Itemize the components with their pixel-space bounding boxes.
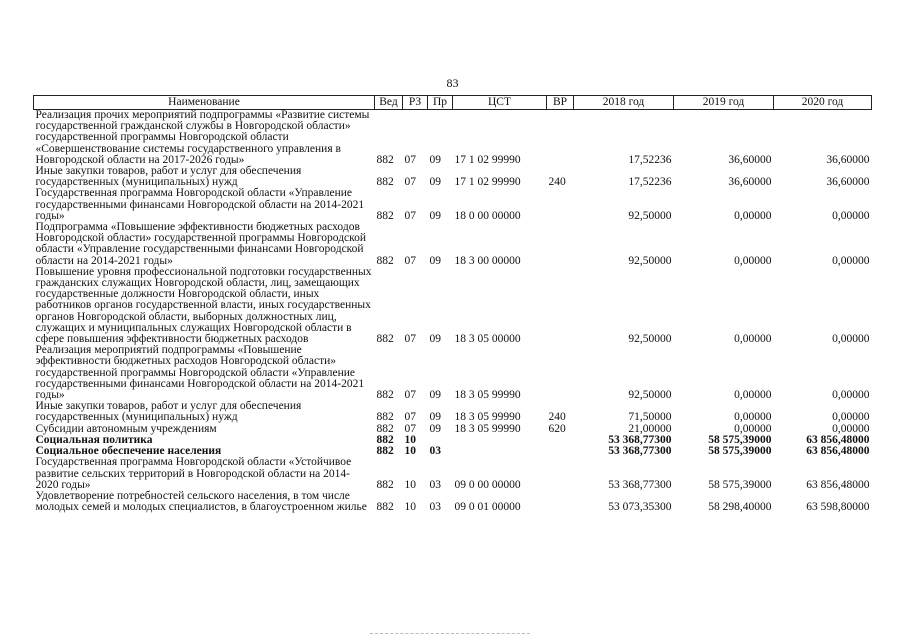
cell-vr: 240 <box>548 176 566 189</box>
cell-rz: 10 <box>404 501 416 514</box>
footer-mark <box>370 633 530 636</box>
cell-pr: 09 <box>429 209 441 222</box>
cell-y2019: 0,00000 <box>734 411 772 424</box>
cell-rz: 07 <box>404 176 416 189</box>
cell-rz: 07 <box>404 209 416 222</box>
cell-y2019: 58 575,39000 <box>708 478 772 491</box>
cell-vr: 620 <box>548 422 566 435</box>
cell-y2019: 0,00000 <box>734 333 772 346</box>
cell-vr <box>547 188 574 222</box>
header-ved: Вед <box>375 96 403 110</box>
cell-y2020: 63 598,80000 <box>806 501 870 514</box>
cell-name: Социальная политика <box>35 433 153 446</box>
cell-y2019: 0,00000 <box>734 254 772 267</box>
cell-ved: 882 <box>376 422 394 435</box>
cell-y2018: 92,50000 <box>628 254 672 267</box>
cell-y2019: 36,60000 <box>728 153 772 166</box>
cell-name: Повышение уровня профессиональной подготовки государственных гражданских служащих Новгородской области, лиц, замещающих государственные должности Новгородской области, иных работников органов государственной власти, иных государственных органов Новгородской области, выборных должностных лиц, служащих и муниципальных служащих Новгородской области в сфере повышения эффективности бюджетных расходов <box>35 265 372 346</box>
cell-cst: 18 3 05 99990 <box>454 389 521 402</box>
table-row <box>34 188 872 222</box>
table-row <box>34 166 872 188</box>
cell-cst <box>453 446 547 457</box>
cell-y2018: 53 368,77300 <box>608 445 672 458</box>
cell-name: Иные закупки товаров, работ и услуг для обеспечения государственных (муниципальных) нужд <box>35 165 302 189</box>
cell-vr <box>547 345 574 401</box>
cell-rz: 07 <box>404 254 416 267</box>
cell-pr: 09 <box>429 176 441 189</box>
table-row <box>34 222 872 267</box>
cell-vr <box>547 267 574 345</box>
table-row <box>34 267 872 345</box>
cell-name: Подпрограмма «Повышение эффективности бюджетных расходов Новгородской области» государственной программы Новгородской области «Управление государственными финансами Новгородской области на 2014-2021 годы» <box>35 221 367 267</box>
cell-y2020: 0,00000 <box>832 333 870 346</box>
header-rz: РЗ <box>403 96 428 110</box>
header-vr: ВР <box>547 96 574 110</box>
cell-vr <box>547 446 574 457</box>
cell-y2018: 71,50000 <box>628 411 672 424</box>
cell-cst: 18 3 05 99990 <box>454 411 521 424</box>
cell-pr: 09 <box>429 333 441 346</box>
header-2018: 2018 год <box>574 96 674 110</box>
table-row <box>34 110 872 167</box>
cell-pr: 03 <box>429 445 441 458</box>
cell-pr: 03 <box>429 478 441 491</box>
cell-ved: 882 <box>376 254 394 267</box>
cell-pr: 09 <box>429 254 441 267</box>
cell-y2020: 0,00000 <box>832 422 870 435</box>
header-2019: 2019 год <box>674 96 774 110</box>
cell-y2020: 63 856,48000 <box>806 445 870 458</box>
cell-y2018: 53 368,77300 <box>608 478 672 491</box>
cell-name: Удовлетворение потребностей сельского населения, в том числе молодых семей и молодых специалистов, в благоустроенном жилье <box>35 489 367 514</box>
cell-vr <box>547 457 574 491</box>
cell-y2018: 92,50000 <box>628 389 672 402</box>
header-2020: 2020 год <box>774 96 872 110</box>
cell-y2019: 58 575,39000 <box>708 445 772 458</box>
cell-y2019: 0,00000 <box>734 422 772 435</box>
cell-y2020: 36,60000 <box>826 153 870 166</box>
cell-ved: 882 <box>376 389 394 402</box>
cell-y2018: 92,50000 <box>628 209 672 222</box>
table-header-row <box>34 96 872 110</box>
cell-y2019: 58 298,40000 <box>708 501 772 514</box>
cell-rz: 10 <box>404 433 416 446</box>
cell-ved: 882 <box>376 153 394 166</box>
cell-ved: 882 <box>376 209 394 222</box>
cell-name: Государственная программа Новгородской области «Управление государственными финансами Новгородской области на 2014-2021 годы» <box>35 187 365 222</box>
cell-y2019: 0,00000 <box>734 389 772 402</box>
header-cst: ЦСТ <box>453 96 547 110</box>
page-number: 83 <box>446 76 459 90</box>
cell-cst: 17 1 02 99990 <box>454 153 521 166</box>
cell-name: Субсидии автономным учреждениям <box>35 422 217 435</box>
cell-vr: 240 <box>548 411 566 424</box>
header-pr: Пр <box>428 96 453 110</box>
cell-name: Реализация прочих мероприятий подпрограммы «Развитие системы государственной гражданской службы в Новгородской области» государственной программы Новгородской области «Совершенствование системы государственного управления в Новгородской области на 2017-2026 годы» <box>35 109 370 166</box>
cell-y2020: 63 856,48000 <box>806 478 870 491</box>
cell-y2020: 0,00000 <box>832 389 870 402</box>
cell-y2019: 0,00000 <box>734 209 772 222</box>
cell-y2020: 36,60000 <box>826 176 870 189</box>
cell-rz: 07 <box>404 333 416 346</box>
cell-ved: 882 <box>376 478 394 491</box>
cell-name: Социальное обеспечение населения <box>35 445 222 458</box>
cell-pr: 09 <box>429 153 441 166</box>
cell-y2020: 0,00000 <box>832 411 870 424</box>
cell-y2020: 63 856,48000 <box>806 433 870 446</box>
cell-cst: 18 3 05 00000 <box>454 333 521 346</box>
cell-cst: 17 1 02 99990 <box>454 176 521 189</box>
cell-y2019: 36,60000 <box>728 176 772 189</box>
cell-rz: 07 <box>404 389 416 402</box>
cell-y2018: 92,50000 <box>628 333 672 346</box>
cell-name: Иные закупки товаров, работ и услуг для обеспечения государственных (муниципальных) нужд <box>35 400 302 424</box>
cell-vr <box>547 222 574 267</box>
table-row <box>34 491 872 513</box>
cell-ved: 882 <box>376 411 394 424</box>
cell-cst: 09 0 00 00000 <box>454 478 521 491</box>
cell-rz: 10 <box>404 478 416 491</box>
cell-y2020: 0,00000 <box>832 209 870 222</box>
cell-y2018: 53 368,77300 <box>608 433 672 446</box>
cell-rz: 10 <box>404 445 416 458</box>
table-row <box>34 345 872 401</box>
cell-vr <box>547 435 574 446</box>
budget-table <box>33 95 872 513</box>
cell-y2018: 53 073,35300 <box>608 501 672 514</box>
table-row <box>34 457 872 491</box>
cell-ved: 882 <box>376 333 394 346</box>
cell-ved: 882 <box>376 445 394 458</box>
cell-y2019: 58 575,39000 <box>708 433 772 446</box>
cell-rz: 07 <box>404 411 416 424</box>
cell-ved: 882 <box>376 433 394 446</box>
cell-rz: 07 <box>404 422 416 435</box>
cell-ved: 882 <box>376 176 394 189</box>
cell-name: Государственная программа Новгородской области «Устойчивое развитие сельских территорий в Новгородской области на 2014-2020 годы» <box>35 456 352 491</box>
cell-y2020: 0,00000 <box>832 254 870 267</box>
cell-pr: 09 <box>429 422 441 435</box>
cell-cst: 09 0 01 00000 <box>454 501 521 514</box>
cell-y2018: 21,00000 <box>628 422 672 435</box>
table-body <box>34 110 872 514</box>
cell-ved: 882 <box>376 501 394 514</box>
cell-pr: 09 <box>429 411 441 424</box>
cell-cst: 18 0 00 00000 <box>454 209 521 222</box>
cell-vr <box>547 110 574 167</box>
header-name: Наименование <box>34 96 375 110</box>
cell-pr: 03 <box>429 501 441 514</box>
cell-name: Реализация мероприятий подпрограммы «Повышение эффективности бюджетных расходов Новгородской области» государственной программы Новгородской области «Управление государственными финансами Новгородской области на 2014-2021 годы» <box>35 344 365 402</box>
cell-vr <box>547 491 574 513</box>
cell-pr: 09 <box>429 389 441 402</box>
cell-rz: 07 <box>404 153 416 166</box>
cell-y2018: 17,52236 <box>628 153 672 166</box>
cell-cst <box>453 435 547 446</box>
cell-cst: 18 3 05 99990 <box>454 422 521 435</box>
table-row <box>34 401 872 423</box>
cell-cst: 18 3 00 00000 <box>454 254 521 267</box>
cell-y2018: 17,52236 <box>628 176 672 189</box>
